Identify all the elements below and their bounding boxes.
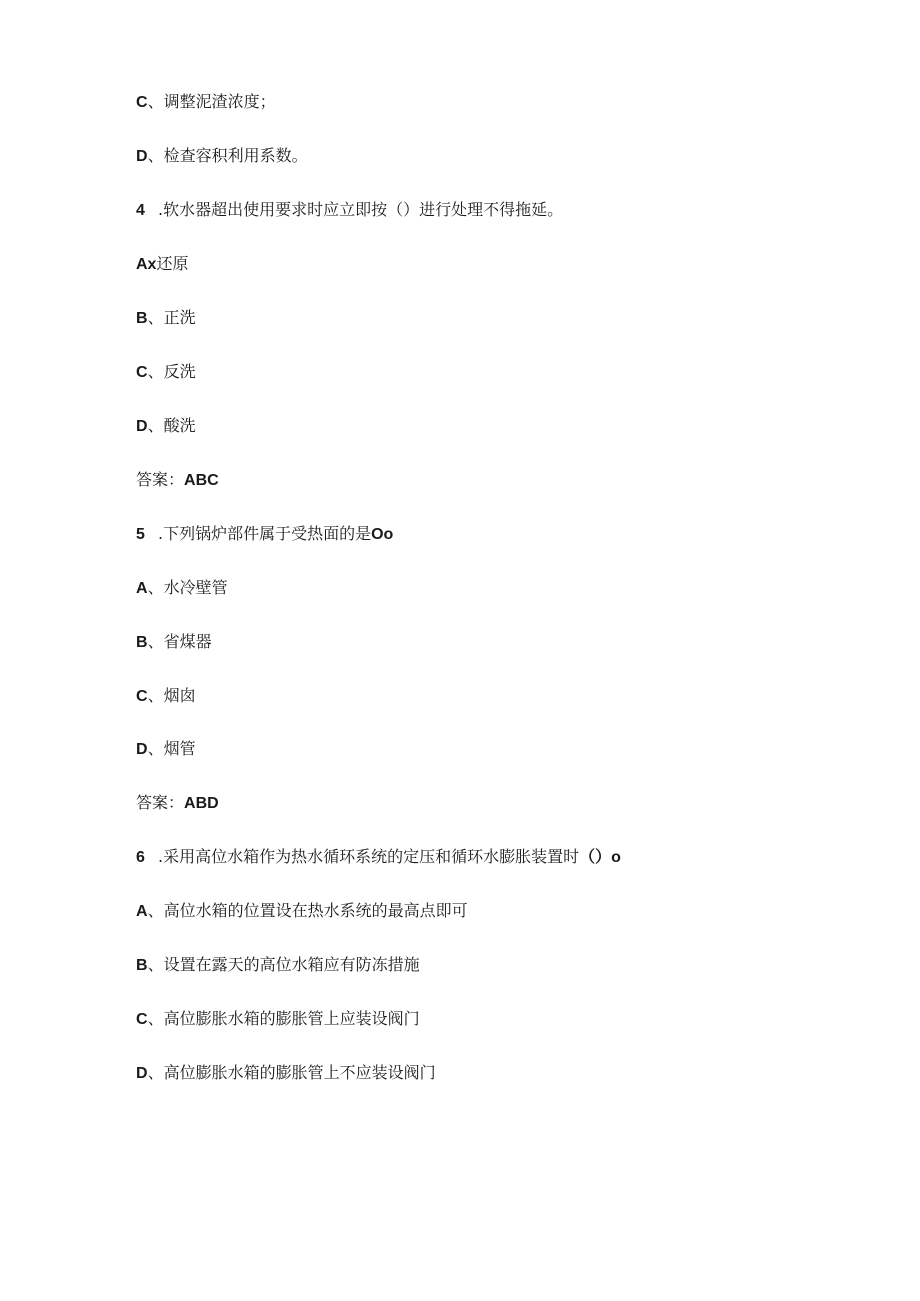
answer-line [136, 469, 219, 492]
option-label: D [136, 741, 148, 758]
option-line [136, 1062, 436, 1085]
option-line [136, 738, 196, 761]
question-number: 4 [136, 202, 145, 219]
question-tail: Oo [371, 526, 394, 543]
option-separator: 、 [147, 578, 164, 597]
option-separator: 、 [147, 308, 164, 327]
option-separator: 、 [147, 362, 164, 381]
option-line [136, 91, 276, 114]
option-separator: 、 [147, 632, 164, 651]
option-label: B [136, 310, 148, 327]
option-text: 省煤器 [163, 632, 212, 651]
option-label: A [136, 580, 148, 597]
answer-value: ABC [184, 472, 219, 489]
option-text: 烟囱 [163, 686, 196, 705]
question-text: .下列锅炉部件属于受热面的是 [158, 524, 372, 543]
question-line [136, 846, 621, 869]
option-line [136, 253, 188, 276]
option-separator: 、 [147, 1009, 164, 1028]
option-label: D [136, 148, 148, 165]
option-text: 正洗 [163, 308, 196, 327]
option-label: C [136, 688, 148, 705]
option-text: 反洗 [163, 362, 196, 381]
option-line [136, 685, 196, 708]
option-text: 高位膨胀水箱的膨胀管上应装设阀门 [163, 1009, 420, 1028]
question-line [136, 199, 563, 222]
option-line [136, 1008, 420, 1031]
option-text: 酸洗 [163, 416, 196, 435]
option-line [136, 954, 420, 977]
option-line [136, 577, 228, 600]
answer-prefix: 答案： [136, 470, 185, 489]
answer-line [136, 792, 219, 815]
option-text: 水冷壁管 [163, 578, 228, 597]
question-text: .采用高位水箱作为热水循环系统的定压和循环水膨胀装置时 [158, 847, 580, 866]
option-label: B [136, 957, 148, 974]
option-line [136, 145, 308, 168]
option-label: C [136, 1011, 148, 1028]
option-separator: 、 [147, 955, 164, 974]
option-line [136, 900, 468, 923]
option-separator: 、 [147, 901, 164, 920]
option-separator: 、 [147, 92, 164, 111]
option-label: D [136, 1065, 148, 1082]
option-separator: 、 [147, 1063, 164, 1082]
option-label: Ax [136, 256, 157, 273]
option-separator: 、 [147, 416, 164, 435]
option-text: 高位水箱的位置设在热水系统的最高点即可 [163, 901, 468, 920]
option-label: D [136, 418, 148, 435]
option-text: 还原 [156, 254, 189, 273]
option-separator: 、 [147, 686, 164, 705]
question-number: 5 [136, 526, 145, 543]
option-line [136, 361, 196, 384]
answer-prefix: 答案： [136, 793, 185, 812]
option-text: 设置在露天的高位水箱应有防冻措施 [163, 955, 420, 974]
option-separator: 、 [147, 146, 164, 165]
option-label: A [136, 903, 148, 920]
question-tail: （）o [579, 849, 621, 866]
option-line [136, 307, 196, 330]
question-number: 6 [136, 849, 145, 866]
option-label: B [136, 634, 148, 651]
option-text: 高位膨胀水箱的膨胀管上不应装设阀门 [163, 1063, 436, 1082]
question-line [136, 523, 393, 546]
option-line [136, 415, 196, 438]
option-text: 调整泥渣浓度； [163, 92, 276, 111]
option-label: C [136, 364, 148, 381]
option-label: C [136, 94, 148, 111]
option-separator: 、 [147, 739, 164, 758]
option-line [136, 631, 212, 654]
answer-value: ABD [184, 795, 219, 812]
question-text: .软水器超出使用要求时应立即按（）进行处理不得拖延。 [158, 200, 564, 219]
option-text: 烟管 [163, 739, 196, 758]
option-text: 检查容积利用系数。 [163, 146, 308, 165]
